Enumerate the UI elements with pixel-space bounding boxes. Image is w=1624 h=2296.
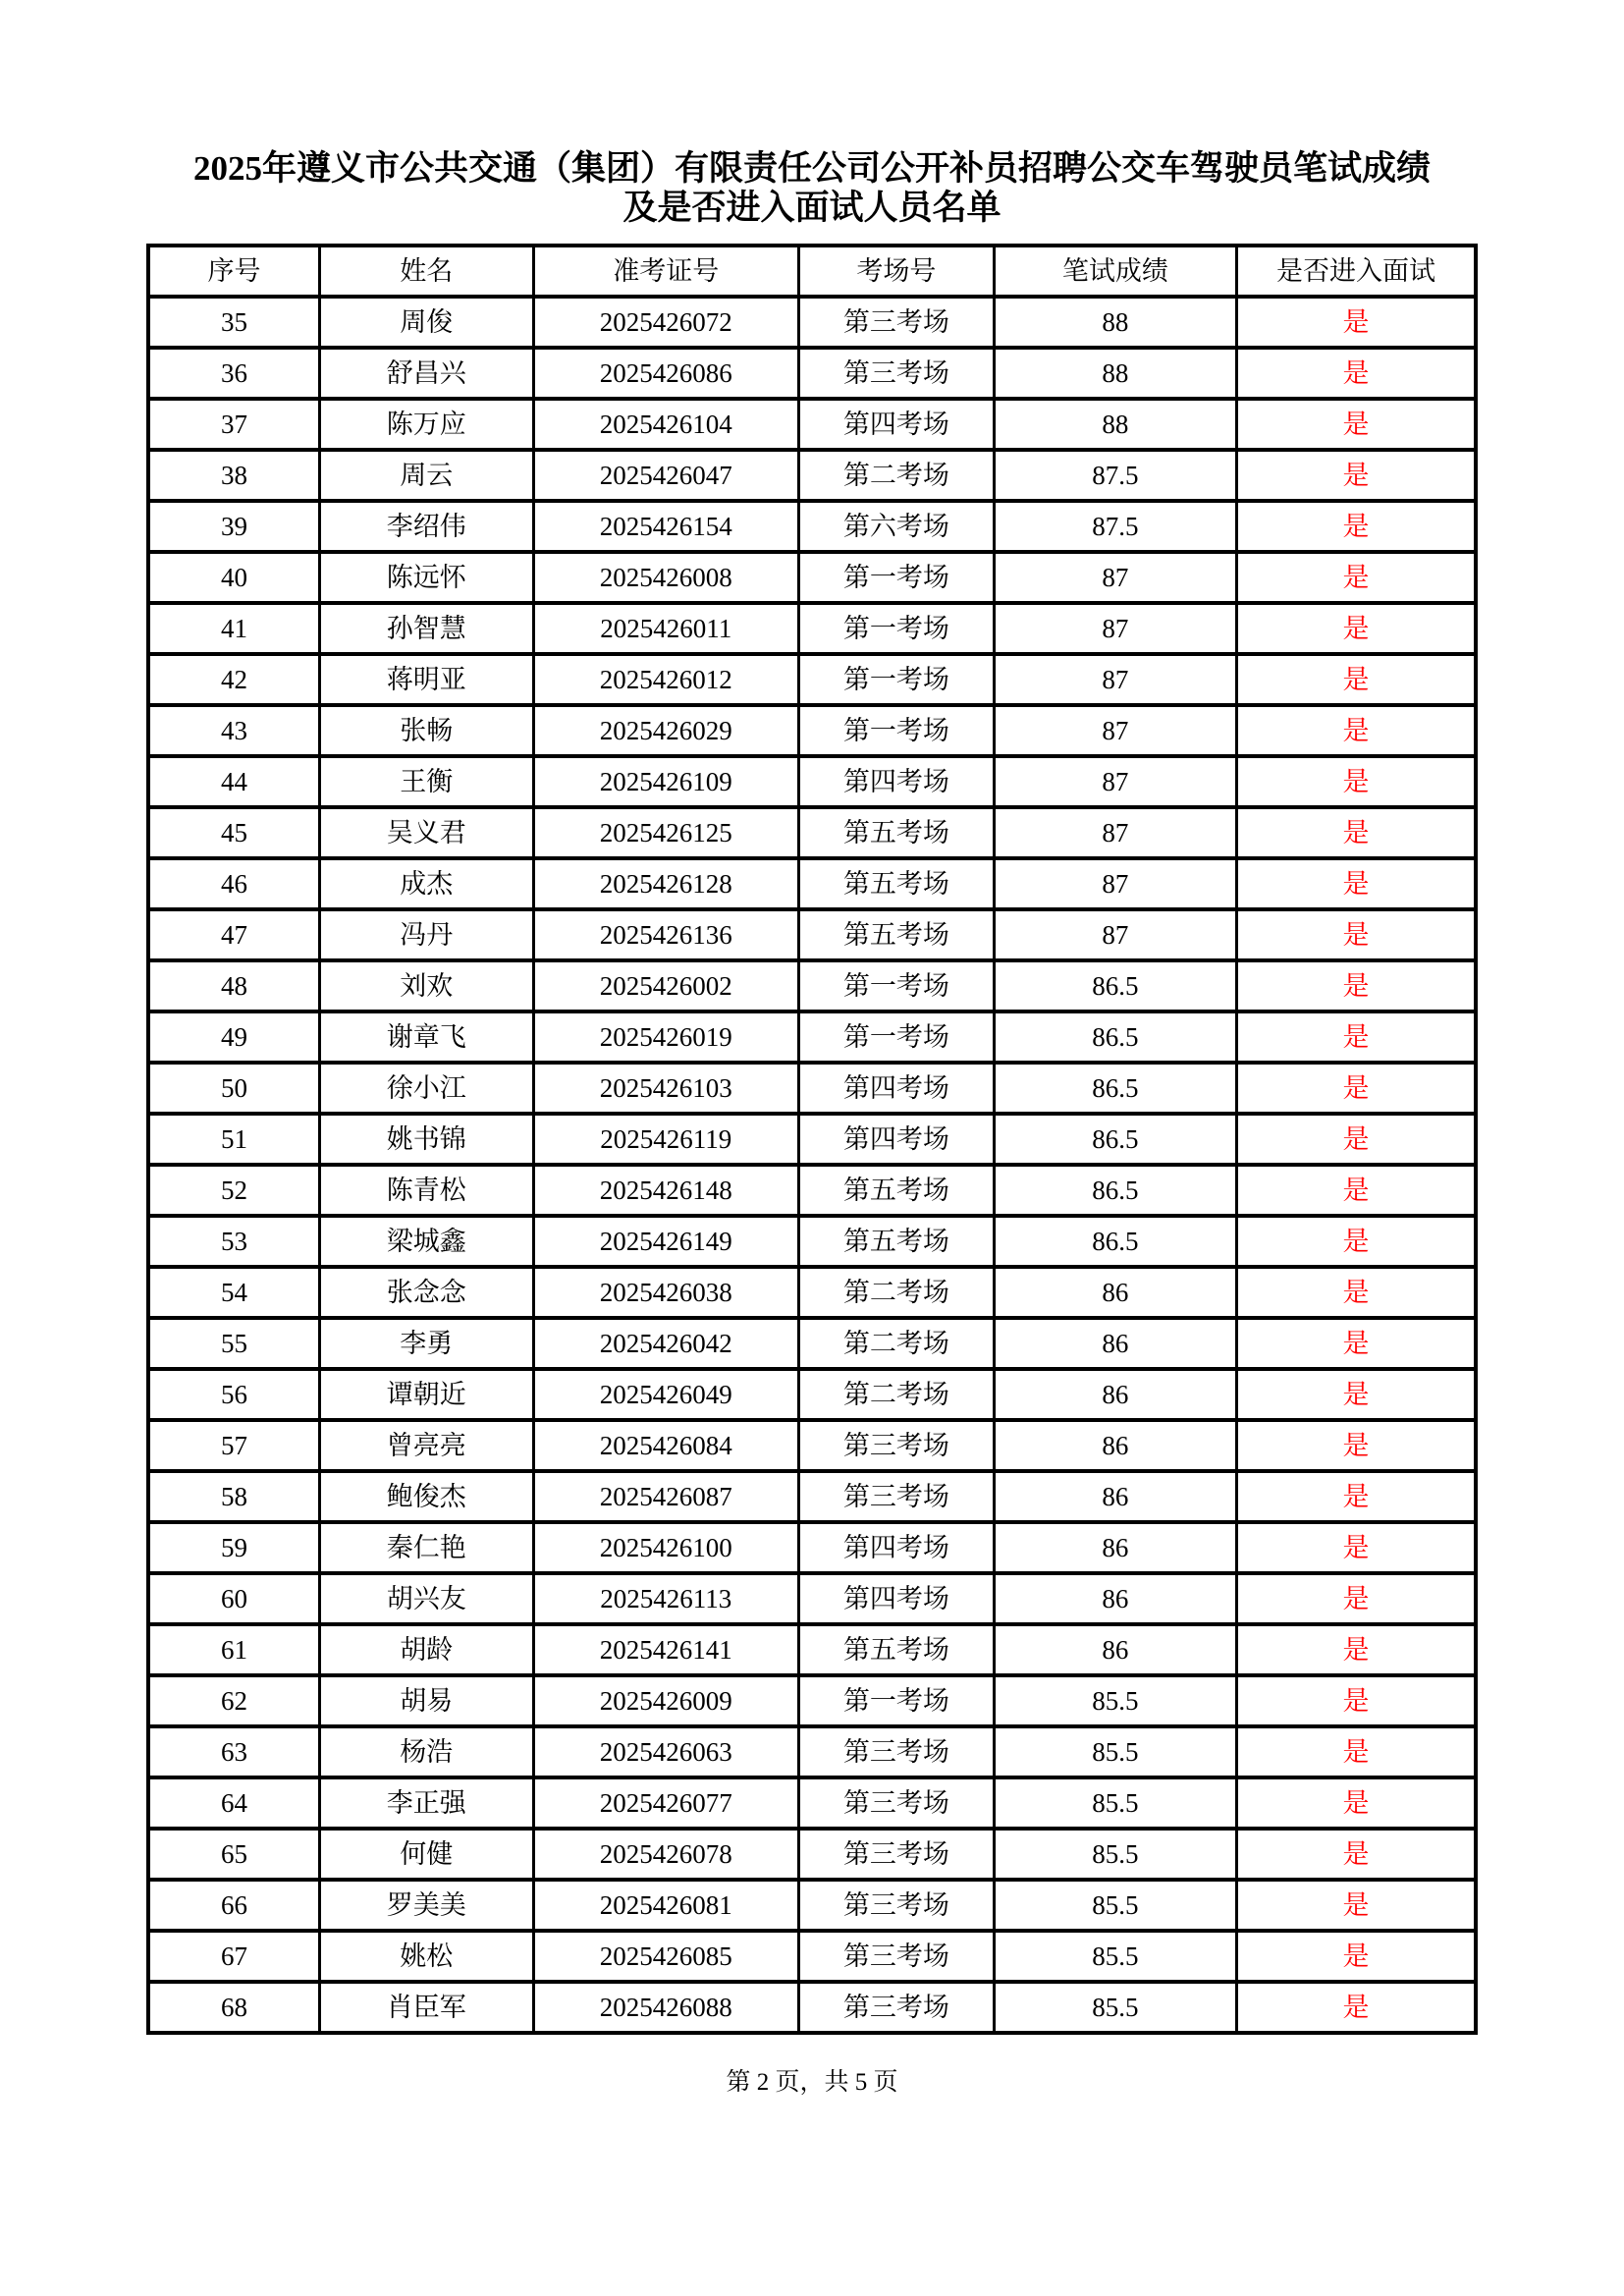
table-row [148,450,1476,501]
score-cell: 86 [994,1369,1236,1420]
interview-cell: 是 [1237,1777,1476,1829]
score-cell: 87.5 [994,501,1236,552]
score-cell: 86 [994,1573,1236,1624]
table-row [148,1931,1476,1982]
ticket-cell: 2025426148 [533,1165,798,1216]
serial-cell: 40 [148,552,319,603]
ticket-cell: 2025426154 [533,501,798,552]
interview-cell: 是 [1237,654,1476,705]
ticket-cell: 2025426085 [533,1931,798,1982]
ticket-cell: 2025426100 [533,1522,798,1573]
ticket-cell: 2025426103 [533,1063,798,1114]
interview-cell: 是 [1237,348,1476,399]
ticket-cell: 2025426038 [533,1267,798,1318]
results-table-header-row [148,246,1476,297]
name-cell: 孙智慧 [319,603,533,654]
table-row [148,501,1476,552]
serial-cell: 41 [148,603,319,654]
name-cell: 李勇 [319,1318,533,1369]
room-cell: 第三考场 [798,1420,994,1471]
interview-cell: 是 [1237,399,1476,450]
ticket-cell: 2025426019 [533,1011,798,1063]
column-header-interview: 是否进入面试 [1237,246,1476,297]
room-cell: 第三考场 [798,1982,994,2033]
table-row [148,1880,1476,1931]
room-cell: 第二考场 [798,1318,994,1369]
name-cell: 曾亮亮 [319,1420,533,1471]
serial-cell: 39 [148,501,319,552]
room-cell: 第一考场 [798,960,994,1011]
serial-cell: 54 [148,1267,319,1318]
room-cell: 第一考场 [798,654,994,705]
name-cell: 姚书锦 [319,1114,533,1165]
name-cell: 胡易 [319,1675,533,1726]
name-cell: 成杰 [319,858,533,909]
interview-cell: 是 [1237,807,1476,858]
score-cell: 85.5 [994,1982,1236,2033]
ticket-cell: 2025426088 [533,1982,798,2033]
name-cell: 张念念 [319,1267,533,1318]
name-cell: 鲍俊杰 [319,1471,533,1522]
ticket-cell: 2025426011 [533,603,798,654]
room-cell: 第三考场 [798,1880,994,1931]
serial-cell: 49 [148,1011,319,1063]
ticket-cell: 2025426072 [533,297,798,348]
table-row [148,756,1476,807]
score-cell: 86 [994,1267,1236,1318]
column-header-room: 考场号 [798,246,994,297]
serial-cell: 58 [148,1471,319,1522]
interview-cell: 是 [1237,1420,1476,1471]
table-row [148,603,1476,654]
name-cell: 蒋明亚 [319,654,533,705]
interview-cell: 是 [1237,1522,1476,1573]
interview-cell: 是 [1237,909,1476,960]
interview-cell: 是 [1237,1114,1476,1165]
score-cell: 86.5 [994,960,1236,1011]
score-cell: 88 [994,297,1236,348]
serial-cell: 65 [148,1829,319,1880]
score-cell: 86 [994,1624,1236,1675]
serial-cell: 55 [148,1318,319,1369]
ticket-cell: 2025426012 [533,654,798,705]
room-cell: 第三考场 [798,348,994,399]
name-cell: 刘欢 [319,960,533,1011]
score-cell: 86 [994,1318,1236,1369]
room-cell: 第三考场 [798,1777,994,1829]
name-cell: 陈青松 [319,1165,533,1216]
serial-cell: 64 [148,1777,319,1829]
table-row [148,1624,1476,1675]
serial-cell: 52 [148,1165,319,1216]
room-cell: 第四考场 [798,1114,994,1165]
room-cell: 第一考场 [798,603,994,654]
name-cell: 杨浩 [319,1726,533,1777]
serial-cell: 47 [148,909,319,960]
interview-cell: 是 [1237,1880,1476,1931]
interview-cell: 是 [1237,1165,1476,1216]
score-cell: 87 [994,756,1236,807]
room-cell: 第五考场 [798,1624,994,1675]
page-title-line-1: 2025年遵义市公共交通（集团）有限责任公司公开补员招聘公交车驾驶员笔试成绩 [192,149,1431,188]
interview-cell: 是 [1237,1726,1476,1777]
serial-cell: 50 [148,1063,319,1114]
name-cell: 周云 [319,450,533,501]
score-cell: 85.5 [994,1829,1236,1880]
ticket-cell: 2025426084 [533,1420,798,1471]
ticket-cell: 2025426009 [533,1675,798,1726]
name-cell: 何健 [319,1829,533,1880]
score-cell: 86.5 [994,1165,1236,1216]
room-cell: 第五考场 [798,858,994,909]
interview-cell: 是 [1237,1931,1476,1982]
name-cell: 谭朝近 [319,1369,533,1420]
ticket-cell: 2025426125 [533,807,798,858]
interview-cell: 是 [1237,552,1476,603]
name-cell: 李绍伟 [319,501,533,552]
serial-cell: 53 [148,1216,319,1267]
serial-cell: 43 [148,705,319,756]
page-title [135,149,1489,228]
interview-cell: 是 [1237,1471,1476,1522]
table-row [148,1165,1476,1216]
room-cell: 第三考场 [798,297,994,348]
ticket-cell: 2025426086 [533,348,798,399]
room-cell: 第六考场 [798,501,994,552]
ticket-cell: 2025426109 [533,756,798,807]
score-cell: 85.5 [994,1777,1236,1829]
interview-cell: 是 [1237,1573,1476,1624]
table-row [148,1216,1476,1267]
score-cell: 86.5 [994,1114,1236,1165]
room-cell: 第五考场 [798,1216,994,1267]
interview-cell: 是 [1237,1011,1476,1063]
name-cell: 胡兴友 [319,1573,533,1624]
name-cell: 姚松 [319,1931,533,1982]
score-cell: 87 [994,552,1236,603]
table-row [148,960,1476,1011]
room-cell: 第一考场 [798,1675,994,1726]
score-cell: 86.5 [994,1063,1236,1114]
ticket-cell: 2025426136 [533,909,798,960]
ticket-cell: 2025426008 [533,552,798,603]
table-row [148,1573,1476,1624]
column-header-name: 姓名 [319,246,533,297]
interview-cell: 是 [1237,603,1476,654]
score-cell: 86.5 [994,1011,1236,1063]
name-cell: 胡龄 [319,1624,533,1675]
score-cell: 86 [994,1471,1236,1522]
score-cell: 86.5 [994,1216,1236,1267]
ticket-cell: 2025426087 [533,1471,798,1522]
table-row [148,1318,1476,1369]
room-cell: 第二考场 [798,450,994,501]
serial-cell: 68 [148,1982,319,2033]
serial-cell: 37 [148,399,319,450]
score-cell: 85.5 [994,1675,1236,1726]
page-number: 第 2 页，共 5 页 [726,2069,898,2096]
column-header-score: 笔试成绩 [994,246,1236,297]
name-cell: 徐小江 [319,1063,533,1114]
name-cell: 李正强 [319,1777,533,1829]
serial-cell: 46 [148,858,319,909]
room-cell: 第一考场 [798,552,994,603]
ticket-cell: 2025426047 [533,450,798,501]
ticket-cell: 2025426104 [533,399,798,450]
room-cell: 第一考场 [798,1011,994,1063]
table-row [148,1420,1476,1471]
serial-cell: 48 [148,960,319,1011]
score-cell: 88 [994,348,1236,399]
interview-cell: 是 [1237,1267,1476,1318]
serial-cell: 62 [148,1675,319,1726]
table-row [148,1114,1476,1165]
ticket-cell: 2025426063 [533,1726,798,1777]
ticket-cell: 2025426077 [533,1777,798,1829]
name-cell: 陈万应 [319,399,533,450]
score-cell: 85.5 [994,1931,1236,1982]
serial-cell: 56 [148,1369,319,1420]
table-row [148,858,1476,909]
room-cell: 第四考场 [798,756,994,807]
room-cell: 第三考场 [798,1471,994,1522]
interview-cell: 是 [1237,705,1476,756]
serial-cell: 51 [148,1114,319,1165]
serial-cell: 67 [148,1931,319,1982]
room-cell: 第一考场 [798,705,994,756]
room-cell: 第五考场 [798,807,994,858]
score-cell: 85.5 [994,1726,1236,1777]
ticket-cell: 2025426141 [533,1624,798,1675]
table-row [148,1777,1476,1829]
name-cell: 舒昌兴 [319,348,533,399]
name-cell: 罗美美 [319,1880,533,1931]
interview-cell: 是 [1237,1369,1476,1420]
table-row [148,1063,1476,1114]
score-cell: 87 [994,858,1236,909]
serial-cell: 45 [148,807,319,858]
ticket-cell: 2025426049 [533,1369,798,1420]
score-cell: 86 [994,1522,1236,1573]
ticket-cell: 2025426078 [533,1829,798,1880]
table-row [148,1471,1476,1522]
name-cell: 周俊 [319,297,533,348]
column-header-ticket: 准考证号 [533,246,798,297]
serial-cell: 36 [148,348,319,399]
serial-cell: 63 [148,1726,319,1777]
interview-cell: 是 [1237,858,1476,909]
interview-cell: 是 [1237,450,1476,501]
interview-cell: 是 [1237,1624,1476,1675]
table-row [148,552,1476,603]
serial-cell: 35 [148,297,319,348]
room-cell: 第四考场 [798,1063,994,1114]
room-cell: 第四考场 [798,1573,994,1624]
ticket-cell: 2025426042 [533,1318,798,1369]
room-cell: 第三考场 [798,1829,994,1880]
table-row [148,1267,1476,1318]
table-row [148,1726,1476,1777]
room-cell: 第五考场 [798,909,994,960]
table-row [148,1829,1476,1880]
score-cell: 88 [994,399,1236,450]
serial-cell: 66 [148,1880,319,1931]
score-cell: 87.5 [994,450,1236,501]
interview-cell: 是 [1237,960,1476,1011]
table-row [148,1011,1476,1063]
results-table-body [148,297,1476,2033]
name-cell: 冯丹 [319,909,533,960]
serial-cell: 44 [148,756,319,807]
room-cell: 第四考场 [798,399,994,450]
score-cell: 87 [994,807,1236,858]
serial-cell: 38 [148,450,319,501]
interview-cell: 是 [1237,1982,1476,2033]
interview-cell: 是 [1237,501,1476,552]
room-cell: 第三考场 [798,1726,994,1777]
table-row [148,1675,1476,1726]
ticket-cell: 2025426002 [533,960,798,1011]
table-row [148,297,1476,348]
table-row [148,1522,1476,1573]
room-cell: 第二考场 [798,1267,994,1318]
name-cell: 秦仁艳 [319,1522,533,1573]
score-cell: 86 [994,1420,1236,1471]
interview-cell: 是 [1237,1216,1476,1267]
name-cell: 肖臣军 [319,1982,533,2033]
score-cell: 87 [994,909,1236,960]
table-row [148,399,1476,450]
score-cell: 87 [994,654,1236,705]
ticket-cell: 2025426128 [533,858,798,909]
table-row [148,1369,1476,1420]
page-title-line-2: 及是否进入面试人员名单 [623,189,1001,227]
score-cell: 87 [994,603,1236,654]
room-cell: 第五考场 [798,1165,994,1216]
ticket-cell: 2025426081 [533,1880,798,1931]
ticket-cell: 2025426113 [533,1573,798,1624]
interview-cell: 是 [1237,1318,1476,1369]
table-row [148,909,1476,960]
serial-cell: 61 [148,1624,319,1675]
column-header-serial: 序号 [148,246,319,297]
room-cell: 第四考场 [798,1522,994,1573]
interview-cell: 是 [1237,1675,1476,1726]
room-cell: 第三考场 [798,1931,994,1982]
interview-cell: 是 [1237,1063,1476,1114]
score-cell: 85.5 [994,1880,1236,1931]
interview-cell: 是 [1237,297,1476,348]
interview-cell: 是 [1237,756,1476,807]
name-cell: 张畅 [319,705,533,756]
serial-cell: 60 [148,1573,319,1624]
room-cell: 第二考场 [798,1369,994,1420]
score-cell: 87 [994,705,1236,756]
table-row [148,705,1476,756]
name-cell: 王衡 [319,756,533,807]
serial-cell: 42 [148,654,319,705]
table-row [148,1982,1476,2033]
table-row [148,348,1476,399]
serial-cell: 57 [148,1420,319,1471]
name-cell: 陈远怀 [319,552,533,603]
name-cell: 谢章飞 [319,1011,533,1063]
results-table [146,244,1478,2035]
name-cell: 吴义君 [319,807,533,858]
ticket-cell: 2025426119 [533,1114,798,1165]
name-cell: 梁城鑫 [319,1216,533,1267]
ticket-cell: 2025426029 [533,705,798,756]
serial-cell: 59 [148,1522,319,1573]
table-row [148,654,1476,705]
interview-cell: 是 [1237,1829,1476,1880]
table-row [148,807,1476,858]
ticket-cell: 2025426149 [533,1216,798,1267]
